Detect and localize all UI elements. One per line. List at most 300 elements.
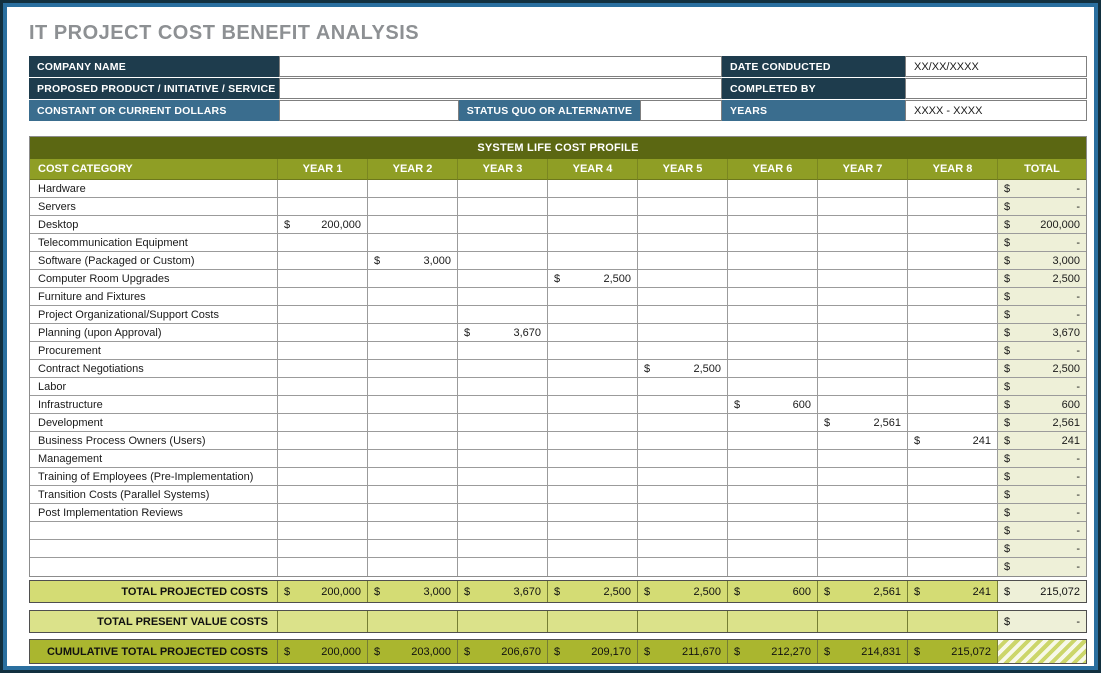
cell-year-value[interactable] [818, 270, 908, 288]
cell-year-value[interactable] [548, 396, 638, 414]
cell-year-value[interactable] [728, 252, 818, 270]
cell-year-value[interactable] [548, 216, 638, 234]
cell-cost-category[interactable]: Development [30, 414, 278, 432]
amount-value: - [1076, 182, 1080, 195]
cell-year-value[interactable] [638, 396, 728, 414]
cell-year-value[interactable] [638, 324, 728, 342]
cell-year-value[interactable] [548, 414, 638, 432]
cell-year-value[interactable] [278, 522, 368, 540]
cell-year-value[interactable] [908, 540, 998, 558]
cell-year-value[interactable] [908, 558, 998, 576]
cell-year-value[interactable] [458, 306, 548, 324]
currency-symbol: $ [1004, 254, 1011, 267]
cell-row-total[interactable] [998, 504, 1086, 522]
cell-year-value[interactable] [368, 504, 458, 522]
cell-year-value[interactable] [908, 180, 998, 198]
cell-year-value[interactable] [728, 234, 818, 252]
cell-year-value[interactable] [368, 288, 458, 306]
cell-year-value[interactable] [458, 522, 548, 540]
cell-year-value[interactable] [278, 234, 368, 252]
cell-year-value[interactable] [908, 342, 998, 360]
cell-year-value[interactable] [818, 378, 908, 396]
column-header-cost-category: COST CATEGORY [30, 159, 278, 180]
summary-year-value [458, 581, 548, 602]
cell-cost-category[interactable] [30, 522, 278, 540]
amount-value: 241 [972, 585, 991, 598]
cell-cost-category[interactable]: Management [30, 450, 278, 468]
cell-year-value[interactable] [818, 522, 908, 540]
cell-year-value[interactable] [638, 432, 728, 450]
cell-year-value[interactable] [368, 450, 458, 468]
currency-symbol: $ [374, 585, 381, 598]
cell-year-value[interactable] [638, 504, 728, 522]
currency-symbol: $ [1004, 452, 1011, 465]
cell-year-value[interactable] [548, 270, 638, 288]
currency-symbol: $ [374, 645, 381, 658]
cell-cost-category[interactable]: Labor [30, 378, 278, 396]
summary-row-label: CUMULATIVE TOTAL PROJECTED COSTS [30, 640, 278, 663]
cell-row-total[interactable] [998, 270, 1086, 288]
cell-year-value[interactable] [548, 522, 638, 540]
cell-cost-category[interactable]: Business Process Owners (Users) [30, 432, 278, 450]
cell-year-value[interactable] [458, 414, 548, 432]
cell-year-value[interactable] [548, 486, 638, 504]
cell-year-value[interactable] [818, 234, 908, 252]
cell-year-value[interactable] [818, 414, 908, 432]
cell-year-value[interactable] [278, 486, 368, 504]
currency-symbol: $ [1004, 470, 1011, 483]
cell-year-value[interactable] [908, 252, 998, 270]
column-header-year: YEAR 2 [368, 159, 458, 180]
cell-year-value[interactable] [728, 360, 818, 378]
cell-row-total[interactable] [998, 396, 1086, 414]
cell-year-value[interactable] [548, 198, 638, 216]
cell-year-value[interactable] [818, 486, 908, 504]
cumulative-total-projected-costs-row [29, 639, 1087, 664]
cell-year-value[interactable] [728, 450, 818, 468]
currency-symbol: $ [824, 645, 831, 658]
cell-row-total[interactable] [998, 414, 1086, 432]
cell-year-value[interactable] [278, 450, 368, 468]
cell-year-value[interactable] [908, 468, 998, 486]
cell-row-total[interactable] [998, 558, 1086, 576]
amount-value: - [1076, 452, 1080, 465]
cell-year-value[interactable] [908, 288, 998, 306]
cell-row-total[interactable] [998, 234, 1086, 252]
cell-row-total[interactable] [998, 486, 1086, 504]
cell-year-value[interactable] [368, 234, 458, 252]
summary-year-value [368, 581, 458, 602]
cell-year-value[interactable] [278, 198, 368, 216]
cell-year-value[interactable] [368, 324, 458, 342]
cell-year-value[interactable] [458, 216, 548, 234]
cell-cost-category[interactable]: Software (Packaged or Custom) [30, 252, 278, 270]
years-label: YEARS [722, 100, 905, 121]
cell-year-value[interactable] [638, 450, 728, 468]
cell-year-value[interactable] [458, 540, 548, 558]
cell-row-total[interactable] [998, 522, 1086, 540]
proposed-product-input[interactable] [279, 78, 722, 99]
cell-year-value[interactable] [818, 288, 908, 306]
amount-value: 241 [1061, 434, 1080, 447]
cell-year-value[interactable] [638, 180, 728, 198]
currency-symbol: $ [284, 585, 291, 598]
constant-dollars-input[interactable] [279, 100, 459, 121]
cell-cost-category[interactable]: Planning (upon Approval) [30, 324, 278, 342]
cell-year-value[interactable] [728, 270, 818, 288]
cell-year-value[interactable] [278, 180, 368, 198]
cell-year-value[interactable] [728, 522, 818, 540]
cell-year-value[interactable] [458, 234, 548, 252]
proposed-product-label: PROPOSED PRODUCT / INITIATIVE / SERVICE [29, 78, 279, 99]
amount-value: - [1076, 344, 1080, 357]
constant-dollars-label: CONSTANT OR CURRENT DOLLARS [29, 100, 279, 121]
cell-year-value[interactable] [368, 216, 458, 234]
cell-cost-category[interactable]: Infrastructure [30, 396, 278, 414]
cell-year-value[interactable] [638, 558, 728, 576]
cell-year-value[interactable] [458, 324, 548, 342]
table-row [30, 432, 1086, 450]
cell-year-value[interactable] [548, 468, 638, 486]
summary-year-value [278, 581, 368, 602]
cell-year-value[interactable] [278, 306, 368, 324]
cell-year-value[interactable] [278, 468, 368, 486]
cell-year-value[interactable] [638, 198, 728, 216]
years-input[interactable]: XXXX - XXXX [905, 100, 1087, 121]
cell-year-value[interactable] [368, 198, 458, 216]
cell-year-value[interactable] [278, 396, 368, 414]
cell-year-value[interactable] [638, 270, 728, 288]
cell-year-value[interactable] [548, 306, 638, 324]
currency-symbol: $ [1004, 398, 1011, 411]
cell-year-value[interactable] [908, 306, 998, 324]
cell-year-value[interactable] [908, 432, 998, 450]
total-present-value-costs-row [29, 610, 1087, 633]
amount-value: 200,000 [1040, 218, 1080, 231]
cell-year-value[interactable] [728, 558, 818, 576]
cell-year-value[interactable] [458, 288, 548, 306]
summary-year-value [908, 611, 998, 632]
cell-cost-category[interactable]: Computer Room Upgrades [30, 270, 278, 288]
cell-year-value[interactable] [908, 216, 998, 234]
amount-value: 3,000 [423, 585, 451, 598]
cell-year-value[interactable] [458, 360, 548, 378]
cell-year-value[interactable] [278, 288, 368, 306]
cell-year-value[interactable] [458, 198, 548, 216]
cell-year-value[interactable] [548, 252, 638, 270]
amount-value: 212,270 [771, 645, 811, 658]
cell-year-value[interactable] [728, 414, 818, 432]
amount-value: 2,500 [603, 585, 631, 598]
cell-year-value[interactable] [638, 234, 728, 252]
summary-year-value [908, 640, 998, 663]
amount-value: 600 [1061, 398, 1080, 411]
amount-value: 2,561 [873, 416, 901, 429]
currency-symbol: $ [1004, 416, 1011, 429]
cell-year-value[interactable] [548, 288, 638, 306]
cell-cost-category[interactable] [30, 558, 278, 576]
cell-year-value[interactable] [458, 486, 548, 504]
cell-year-value[interactable] [278, 558, 368, 576]
cell-year-value[interactable] [548, 432, 638, 450]
cell-year-value[interactable] [548, 180, 638, 198]
cell-row-total[interactable] [998, 378, 1086, 396]
currency-symbol: $ [1004, 434, 1011, 447]
cell-year-value[interactable] [728, 486, 818, 504]
column-header-year: YEAR 6 [728, 159, 818, 180]
cell-year-value[interactable] [908, 414, 998, 432]
currency-symbol: $ [284, 218, 291, 231]
cell-year-value[interactable] [548, 360, 638, 378]
cell-year-value[interactable] [908, 198, 998, 216]
cell-year-value[interactable] [278, 414, 368, 432]
cell-year-value[interactable] [638, 360, 728, 378]
cell-year-value[interactable] [728, 378, 818, 396]
cell-year-value[interactable] [458, 396, 548, 414]
cell-year-value[interactable] [368, 360, 458, 378]
cell-year-value[interactable] [638, 378, 728, 396]
cell-year-value[interactable] [458, 450, 548, 468]
currency-symbol: $ [1004, 542, 1011, 555]
table-row [30, 288, 1086, 306]
cell-year-value[interactable] [278, 360, 368, 378]
cell-year-value[interactable] [368, 180, 458, 198]
cell-year-value[interactable] [908, 234, 998, 252]
cell-year-value[interactable] [638, 288, 728, 306]
currency-symbol: $ [464, 585, 471, 598]
cell-year-value[interactable] [728, 180, 818, 198]
cell-cost-category[interactable]: Post Implementation Reviews [30, 504, 278, 522]
cell-year-value[interactable] [278, 540, 368, 558]
cell-year-value[interactable] [818, 396, 908, 414]
cell-year-value[interactable] [908, 378, 998, 396]
cell-year-value[interactable] [278, 324, 368, 342]
currency-symbol: $ [734, 585, 741, 598]
cell-year-value[interactable] [278, 216, 368, 234]
cell-year-value[interactable] [458, 378, 548, 396]
table-row [30, 234, 1086, 252]
page-title: IT PROJECT COST BENEFIT ANALYSIS [29, 22, 420, 44]
summary-year-value [458, 611, 548, 632]
cell-cost-category[interactable]: Contract Negotiations [30, 360, 278, 378]
table-row [30, 180, 1086, 198]
cell-year-value[interactable] [548, 540, 638, 558]
cell-year-value[interactable] [818, 306, 908, 324]
currency-symbol: $ [914, 434, 921, 447]
table-row [30, 468, 1086, 486]
cell-year-value[interactable] [368, 522, 458, 540]
cell-year-value[interactable] [818, 360, 908, 378]
cell-cost-category[interactable]: Project Organizational/Support Costs [30, 306, 278, 324]
currency-symbol: $ [1004, 308, 1011, 321]
cell-year-value[interactable] [548, 342, 638, 360]
table-row [30, 216, 1086, 234]
cell-year-value[interactable] [638, 342, 728, 360]
cell-year-value[interactable] [908, 486, 998, 504]
cell-year-value[interactable] [278, 432, 368, 450]
amount-value: - [1076, 308, 1080, 321]
summary-year-value [818, 640, 908, 663]
completed-by-input[interactable] [905, 78, 1087, 99]
cell-year-value[interactable] [638, 522, 728, 540]
cell-year-value[interactable] [728, 468, 818, 486]
cell-year-value[interactable] [638, 414, 728, 432]
summary-year-value [638, 640, 728, 663]
cell-year-value[interactable] [458, 468, 548, 486]
cell-row-total[interactable] [998, 252, 1086, 270]
cell-year-value[interactable] [548, 450, 638, 468]
cell-year-value[interactable] [458, 252, 548, 270]
amount-value: 215,072 [951, 645, 991, 658]
cell-row-total[interactable] [998, 180, 1086, 198]
cell-year-value[interactable] [368, 306, 458, 324]
cell-cost-category[interactable]: Transition Costs (Parallel Systems) [30, 486, 278, 504]
cell-year-value[interactable] [728, 198, 818, 216]
cell-year-value[interactable] [908, 396, 998, 414]
cell-year-value[interactable] [458, 180, 548, 198]
cell-year-value[interactable] [728, 306, 818, 324]
cell-year-value[interactable] [728, 396, 818, 414]
cell-year-value[interactable] [638, 216, 728, 234]
cell-row-total[interactable] [998, 198, 1086, 216]
cell-year-value[interactable] [908, 504, 998, 522]
date-conducted-input[interactable]: XX/XX/XXXX [905, 56, 1087, 77]
summary-year-value [818, 581, 908, 602]
cell-year-value[interactable] [368, 414, 458, 432]
cell-year-value[interactable] [278, 378, 368, 396]
cell-year-value[interactable] [458, 558, 548, 576]
cell-year-value[interactable] [548, 378, 638, 396]
cell-year-value[interactable] [638, 252, 728, 270]
amount-value: - [1076, 488, 1080, 501]
column-header-year: YEAR 1 [278, 159, 368, 180]
cell-year-value[interactable] [728, 432, 818, 450]
cell-year-value[interactable] [368, 540, 458, 558]
cell-year-value[interactable] [728, 216, 818, 234]
table-row [30, 270, 1086, 288]
cell-row-total[interactable] [998, 360, 1086, 378]
cell-year-value[interactable] [818, 252, 908, 270]
cell-year-value[interactable] [548, 324, 638, 342]
amount-value: 3,000 [1052, 254, 1080, 267]
cell-year-value[interactable] [368, 432, 458, 450]
cell-year-value[interactable] [818, 342, 908, 360]
cell-year-value[interactable] [818, 468, 908, 486]
cell-year-value[interactable] [818, 324, 908, 342]
amount-value: 2,500 [693, 362, 721, 375]
cell-year-value[interactable] [818, 180, 908, 198]
cell-year-value[interactable] [368, 270, 458, 288]
cell-year-value[interactable] [368, 396, 458, 414]
cell-year-value[interactable] [728, 540, 818, 558]
cell-cost-category[interactable]: Desktop [30, 216, 278, 234]
column-header-year: YEAR 5 [638, 159, 728, 180]
table-row [30, 540, 1086, 558]
cell-year-value[interactable] [278, 252, 368, 270]
cell-year-value[interactable] [638, 468, 728, 486]
cell-year-value[interactable] [908, 522, 998, 540]
cell-year-value[interactable] [728, 504, 818, 522]
cell-year-value[interactable] [278, 270, 368, 288]
cell-row-total[interactable] [998, 540, 1086, 558]
cell-row-total[interactable] [998, 450, 1086, 468]
cell-year-value[interactable] [548, 558, 638, 576]
content [7, 7, 1094, 664]
cell-cost-category[interactable]: Telecommunication Equipment [30, 234, 278, 252]
cell-year-value[interactable] [368, 342, 458, 360]
cell-year-value[interactable] [278, 504, 368, 522]
cell-year-value[interactable] [548, 504, 638, 522]
cell-year-value[interactable] [458, 432, 548, 450]
cell-year-value[interactable] [728, 342, 818, 360]
summary-year-value [818, 611, 908, 632]
cell-year-value[interactable] [818, 504, 908, 522]
cell-year-value[interactable] [458, 342, 548, 360]
cell-year-value[interactable] [728, 324, 818, 342]
cell-year-value[interactable] [548, 234, 638, 252]
cell-year-value[interactable] [368, 468, 458, 486]
summary-total-value [998, 611, 1086, 632]
cell-year-value[interactable] [278, 342, 368, 360]
cell-year-value[interactable] [368, 252, 458, 270]
cell-year-value[interactable] [818, 432, 908, 450]
cell-year-value[interactable] [368, 558, 458, 576]
cell-year-value[interactable] [818, 198, 908, 216]
cell-cost-category[interactable]: Hardware [30, 180, 278, 198]
cell-row-total[interactable] [998, 432, 1086, 450]
currency-symbol: $ [464, 645, 471, 658]
cell-cost-category[interactable]: Training of Employees (Pre-Implementation) [30, 468, 278, 486]
cell-year-value[interactable] [728, 288, 818, 306]
cell-year-value[interactable] [908, 450, 998, 468]
amount-value: - [1076, 561, 1080, 573]
cell-year-value[interactable] [458, 270, 548, 288]
cell-year-value[interactable] [818, 540, 908, 558]
cell-year-value[interactable] [368, 486, 458, 504]
cell-year-value[interactable] [818, 216, 908, 234]
currency-symbol: $ [1004, 585, 1011, 598]
amount-value: 200,000 [321, 218, 361, 231]
cell-year-value[interactable] [818, 450, 908, 468]
cell-row-total[interactable] [998, 468, 1086, 486]
currency-symbol: $ [914, 645, 921, 658]
company-name-input[interactable] [279, 56, 722, 77]
currency-symbol: $ [1004, 218, 1011, 231]
table-row [30, 342, 1086, 360]
cell-cost-category[interactable] [30, 540, 278, 558]
cell-row-total[interactable] [998, 216, 1086, 234]
cell-year-value[interactable] [908, 360, 998, 378]
cell-year-value[interactable] [638, 306, 728, 324]
cell-year-value[interactable] [638, 540, 728, 558]
table-row [30, 198, 1086, 216]
cell-row-total[interactable] [998, 324, 1086, 342]
cell-row-total[interactable] [998, 288, 1086, 306]
cell-cost-category[interactable]: Procurement [30, 342, 278, 360]
cell-year-value[interactable] [818, 558, 908, 576]
cell-cost-category[interactable]: Servers [30, 198, 278, 216]
amount-value: - [1076, 236, 1080, 249]
cell-row-total[interactable] [998, 306, 1086, 324]
cell-cost-category[interactable]: Furniture and Fixtures [30, 288, 278, 306]
cell-row-total[interactable] [998, 342, 1086, 360]
cell-year-value[interactable] [368, 378, 458, 396]
status-quo-input[interactable] [640, 100, 722, 121]
cell-year-value[interactable] [908, 270, 998, 288]
cell-year-value[interactable] [458, 504, 548, 522]
cell-year-value[interactable] [908, 324, 998, 342]
cell-year-value[interactable] [638, 486, 728, 504]
